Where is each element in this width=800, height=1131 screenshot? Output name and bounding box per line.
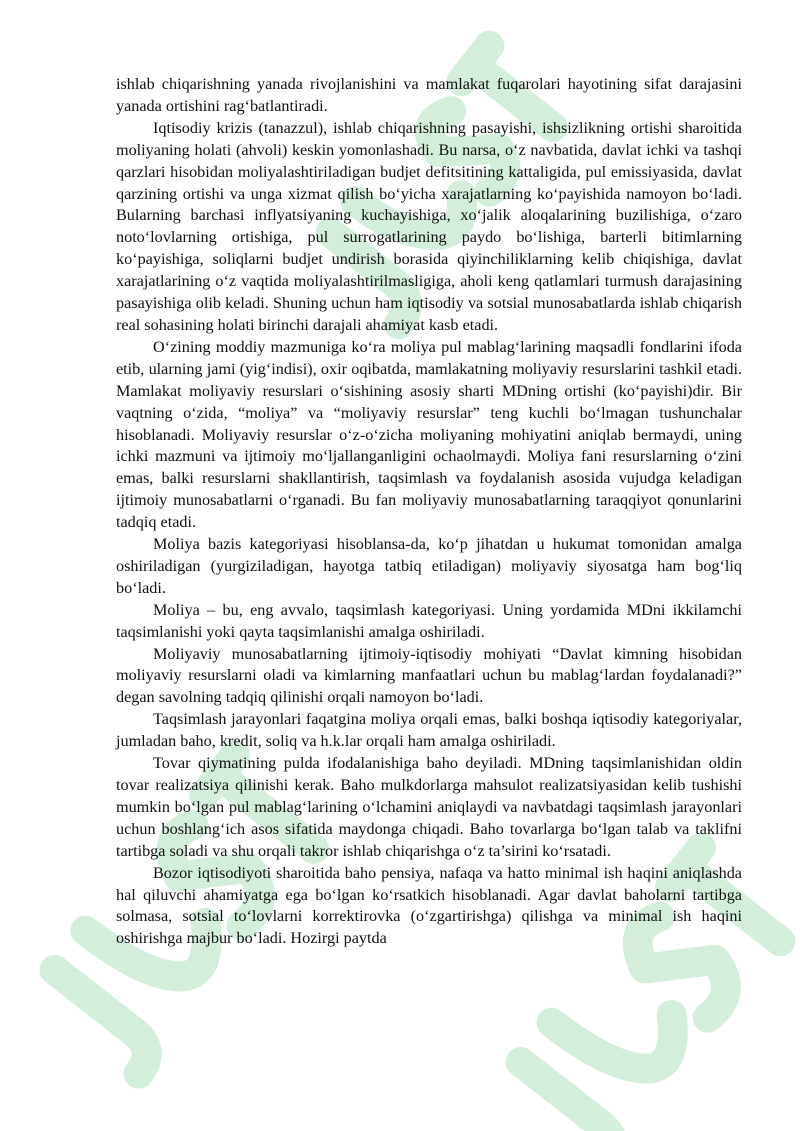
document-body <box>116 74 742 950</box>
paragraph: ishlab chiqarishning yanada rivojlanishini va mamlakat fuqarolari hayotining sifat darajasini yanada ortishini rag‘batlantiradi. <box>116 75 742 115</box>
paragraph: O‘zining moddiy mazmuniga ko‘ra moliya pul mablag‘larining maqsadli fondlarini ifoda etib, ularning jami (yig‘indisi), oxir oqibatda, mamlakatning moliyaviy resurslarini tashkil etadi. Mamlakat moliyaviy resurslari o‘sishining asosiy sharti MDning ortishi (ko‘payishi)dir. Bir vaqtning o‘zida, “moliya” va “moliyaviy resurslar” teng kuchli bo‘lmagan tushunchalar hisoblanadi. Moliyaviy resurslar o‘z-o‘zicha moliyaning mohiyatini aniqlab bermaydi, uning ichki mazmuni va ijtimoiy mo‘ljallanganligini ochaolmaydi. Moliya fani resurslarning o‘zini emas, balki resurslarni shakllantirish, taqsimlash va foydalanish asosida vujudga keladigan ijtimoiy munosabatlarni o‘rganadi. Bu fan moliyaviy munosabatlarning taraqqiyot qonunlarini tadqiq etadi. <box>116 337 742 532</box>
paragraph: Moliya bazis kategoriyasi hisoblansa-da, ko‘p jihatdan u hukumat tomonidan amalga oshiriladigan (yurgiziladigan, hayotga tatbiq etiladigan) moliyaviy siyosatga ham bog‘liq bo‘ladi. <box>116 535 742 597</box>
paragraph: Moliyaviy munosabatlarning ijtimoiy-iqtisodiy mohiyati “Davlat kimning hisobidan moliyaviy resurslarni oladi va kimlarning manfaatlari uchun bu mablag‘lardan foydalanadi?” degan savolning tadqiq qilinishi orqali namoyon bo‘ladi. <box>116 644 742 707</box>
paragraph: Iqtisodiy krizis (tanazzul), ishlab chiqarishning pasayishi, ishsizlikning ortishi sharoitida moliyaning holati (ahvoli) keskin yomonlashadi. Bu narsa, o‘z navbatida, davlat ichki va tashqi qarzlari hisobidan moliyalashtiriladigan budjet defitsitining kattaligida, pul emissiyasida, davlat qarzining ortishi va unga xizmat qilish bo‘yicha xarajatlarning ko‘payishida namoyon bo‘ladi. Bularning barchasi inflyatsiyaning kuchayishiga, xo‘jalik aloqalarining buzilishiga, o‘zaro noto‘lovlarning ortishiga, pul surrogatlarining paydo bo‘lishiga, barterli bitimlarning ko‘payishiga, soliqlarni budjet undirish borasida qiyinchiliklarning kelib chiqishiga, davlat xarajatlarining o‘z vaqtida moliyalashtirilmasligiga, aholi keng qatlamlari turmush darajasining pasayishiga olib keladi. Shuning uchun ham iqtisodiy va sotsial munosabatlarda ishlab chiqarish real sohasining holati birinchi darajali ahamiyat kasb etadi. <box>116 118 742 334</box>
paragraph: Taqsimlash jarayonlari faqatgina moliya orqali emas, balki boshqa iqtisodiy kategoriyalar, jumladan baho, kredit, soliq va h.k.lar orqali ham amalga oshiriladi. <box>116 710 742 751</box>
paragraph: Bozor iqtisodiyoti sharoitida baho pensiya, nafaqa va hatto minimal ish haqini aniqlashda hal qiluvchi ahamiyatga ega bo‘lgan ko‘rsatkich hisoblanadi. Agar davlat baholarni tartibga solmasa, sotsial to‘lovlarni korrektirovka (o‘zgartirishga) qilishga va minimal ish haqini oshirishga majbur bo‘ladi. Hozirgi paytda <box>116 863 742 948</box>
paragraph: Moliya – bu, eng avvalo, taqsimlash kategoriyasi. Uning yordamida MDni ikkilamchi taqsimlanishi yoki qayta taqsimlanishi amalga oshiriladi. <box>116 600 742 641</box>
paragraph: Tovar qiymatining pulda ifodalanishiga baho deyiladi. MDning taqsimlanishidan oldin tovar realizatsiya qilinishi kerak. Baho mulkdorlarga mahsulot realizatsiyasidan kelib tushishi mumkin bo‘lgan pul mablag‘larining o‘lchamini aniqlaydi va navbatdagi taqsimlash jarayonlari uchun boshlang‘ich asos sifatida maydonga chiqadi. Baho tovarlarga bo‘lgan talab va taklifni tartibga soladi va shu orqali takror ishlab chiqarishga o‘z ta’sirini ko‘rsatadi. <box>116 754 742 860</box>
